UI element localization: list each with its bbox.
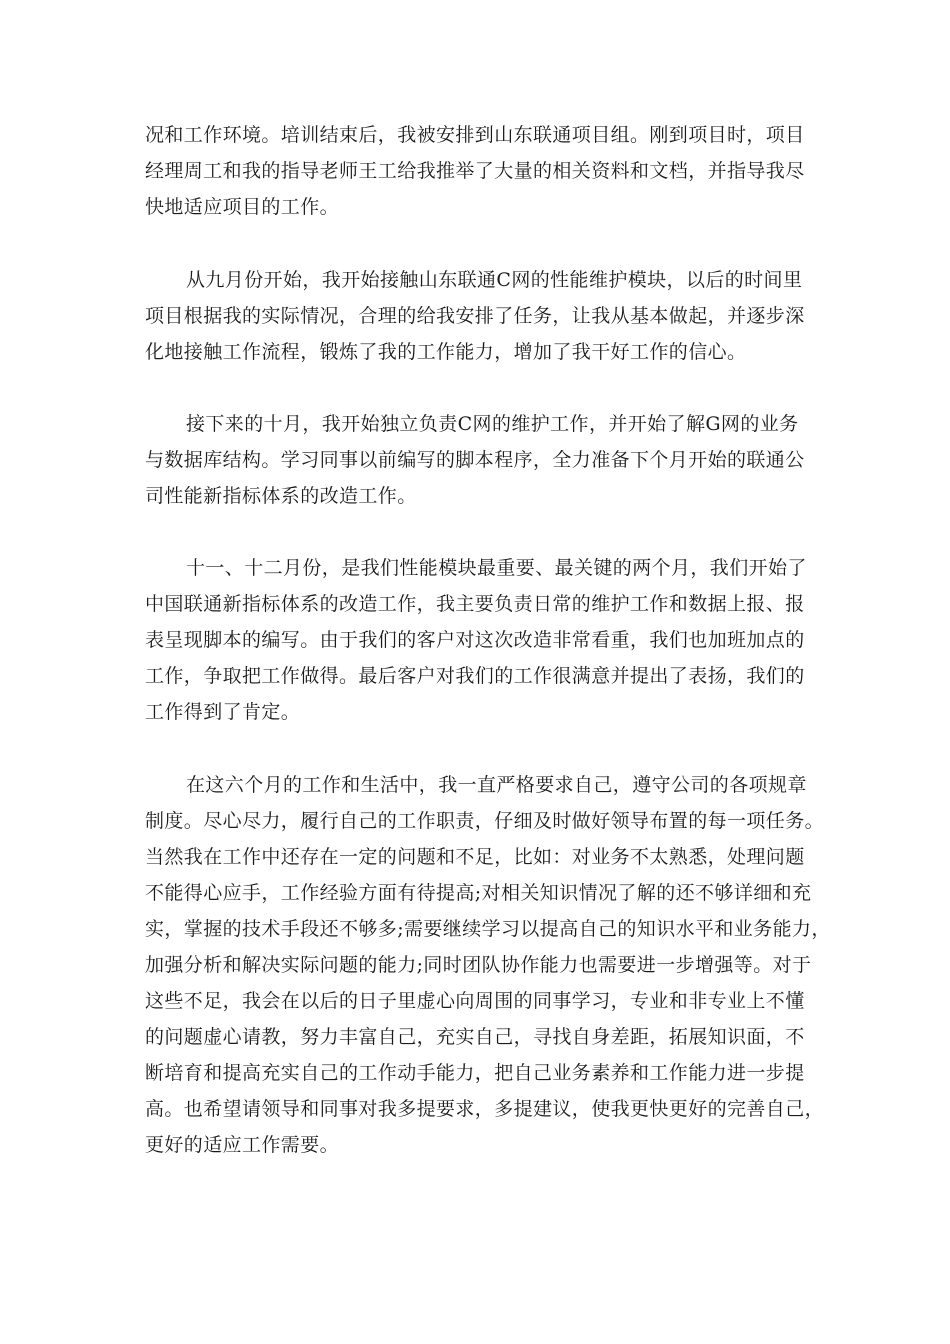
text-line: 当然我在工作中还存在一定的问题和不足，比如：对业务不太熟悉，处理问题 — [145, 846, 805, 868]
text-line: 十一、十二月份，是我们性能模块最重要、最关键的两个月，我们开始了 — [186, 557, 807, 579]
text-line: 高。也希望请领导和同事对我多提要求，多提建议，使我更快更好的完善自己， — [145, 1098, 825, 1120]
paragraph-3 — [145, 406, 825, 514]
text-line: 的问题虚心请教，努力丰富自己，充实自己，寻找自身差距，拓展知识面，不 — [145, 1026, 805, 1048]
text-line: 工作，争取把工作做得。最后客户对我们的工作很满意并提出了表扬，我们的 — [145, 665, 805, 687]
paragraph-2 — [145, 262, 825, 370]
text-line: 不能得心应手，工作经验方面有待提高;对相关知识情况了解的还不够详细和充 — [145, 882, 812, 904]
text-line: 工作得到了肯定。 — [145, 701, 301, 723]
text-line: 司性能新指标体系的改造工作。 — [145, 485, 417, 507]
text-line: 更好的适应工作需要。 — [145, 1134, 340, 1156]
text-line: 况和工作环境。培训结束后，我被安排到山东联通项目组。刚到项目时，项目 — [145, 124, 805, 146]
text-line: 快地适应项目的工作。 — [145, 196, 340, 218]
text-line: 接下来的十月，我开始独立负责C网的维护工作，并开始了解G网的业务 — [186, 413, 799, 435]
paragraph-1 — [145, 117, 825, 225]
text-line: 这些不足，我会在以后的日子里虚心向周围的同事学习，专业和非专业上不懂 — [145, 990, 805, 1012]
text-line: 与数据库结构。学习同事以前编写的脚本程序，全力准备下个月开始的联通公 — [145, 449, 805, 471]
paragraph-5 — [145, 767, 831, 1163]
text-line: 表呈现脚本的编写。由于我们的客户对这次改造非常看重，我们也加班加点的 — [145, 629, 805, 651]
text-line: 从九月份开始，我开始接触山东联通C网的性能维护模块，以后的时间里 — [186, 269, 803, 291]
text-line: 加强分析和解决实际问题的能力;同时团队协作能力也需要进一步增强等。对于 — [145, 954, 812, 976]
text-line: 经理周工和我的指导老师王工给我推举了大量的相关资料和文档，并指导我尽 — [145, 160, 805, 182]
text-line: 断培育和提高充实自己的工作动手能力，把自己业务素养和工作能力进一步提 — [145, 1062, 805, 1084]
paragraph-4 — [145, 550, 825, 730]
text-line: 化地接触工作流程，锻炼了我的工作能力，增加了我干好工作的信心。 — [145, 341, 747, 363]
text-line: 项目根据我的实际情况，合理的给我安排了任务，让我从基本做起，并逐步深 — [145, 305, 805, 327]
text-line: 实，掌握的技术手段还不够多;需要继续学习以提高自己的知识水平和业务能力， — [145, 918, 831, 940]
text-line: 中国联通新指标体系的改造工作，我主要负责日常的维护工作和数据上报、报 — [145, 593, 805, 615]
text-line: 制度。尽心尽力，履行自己的工作职责，仔细及时做好领导布置的每一项任务。 — [145, 810, 825, 832]
text-line: 在这六个月的工作和生活中，我一直严格要求自己，遵守公司的各项规章 — [186, 774, 807, 796]
